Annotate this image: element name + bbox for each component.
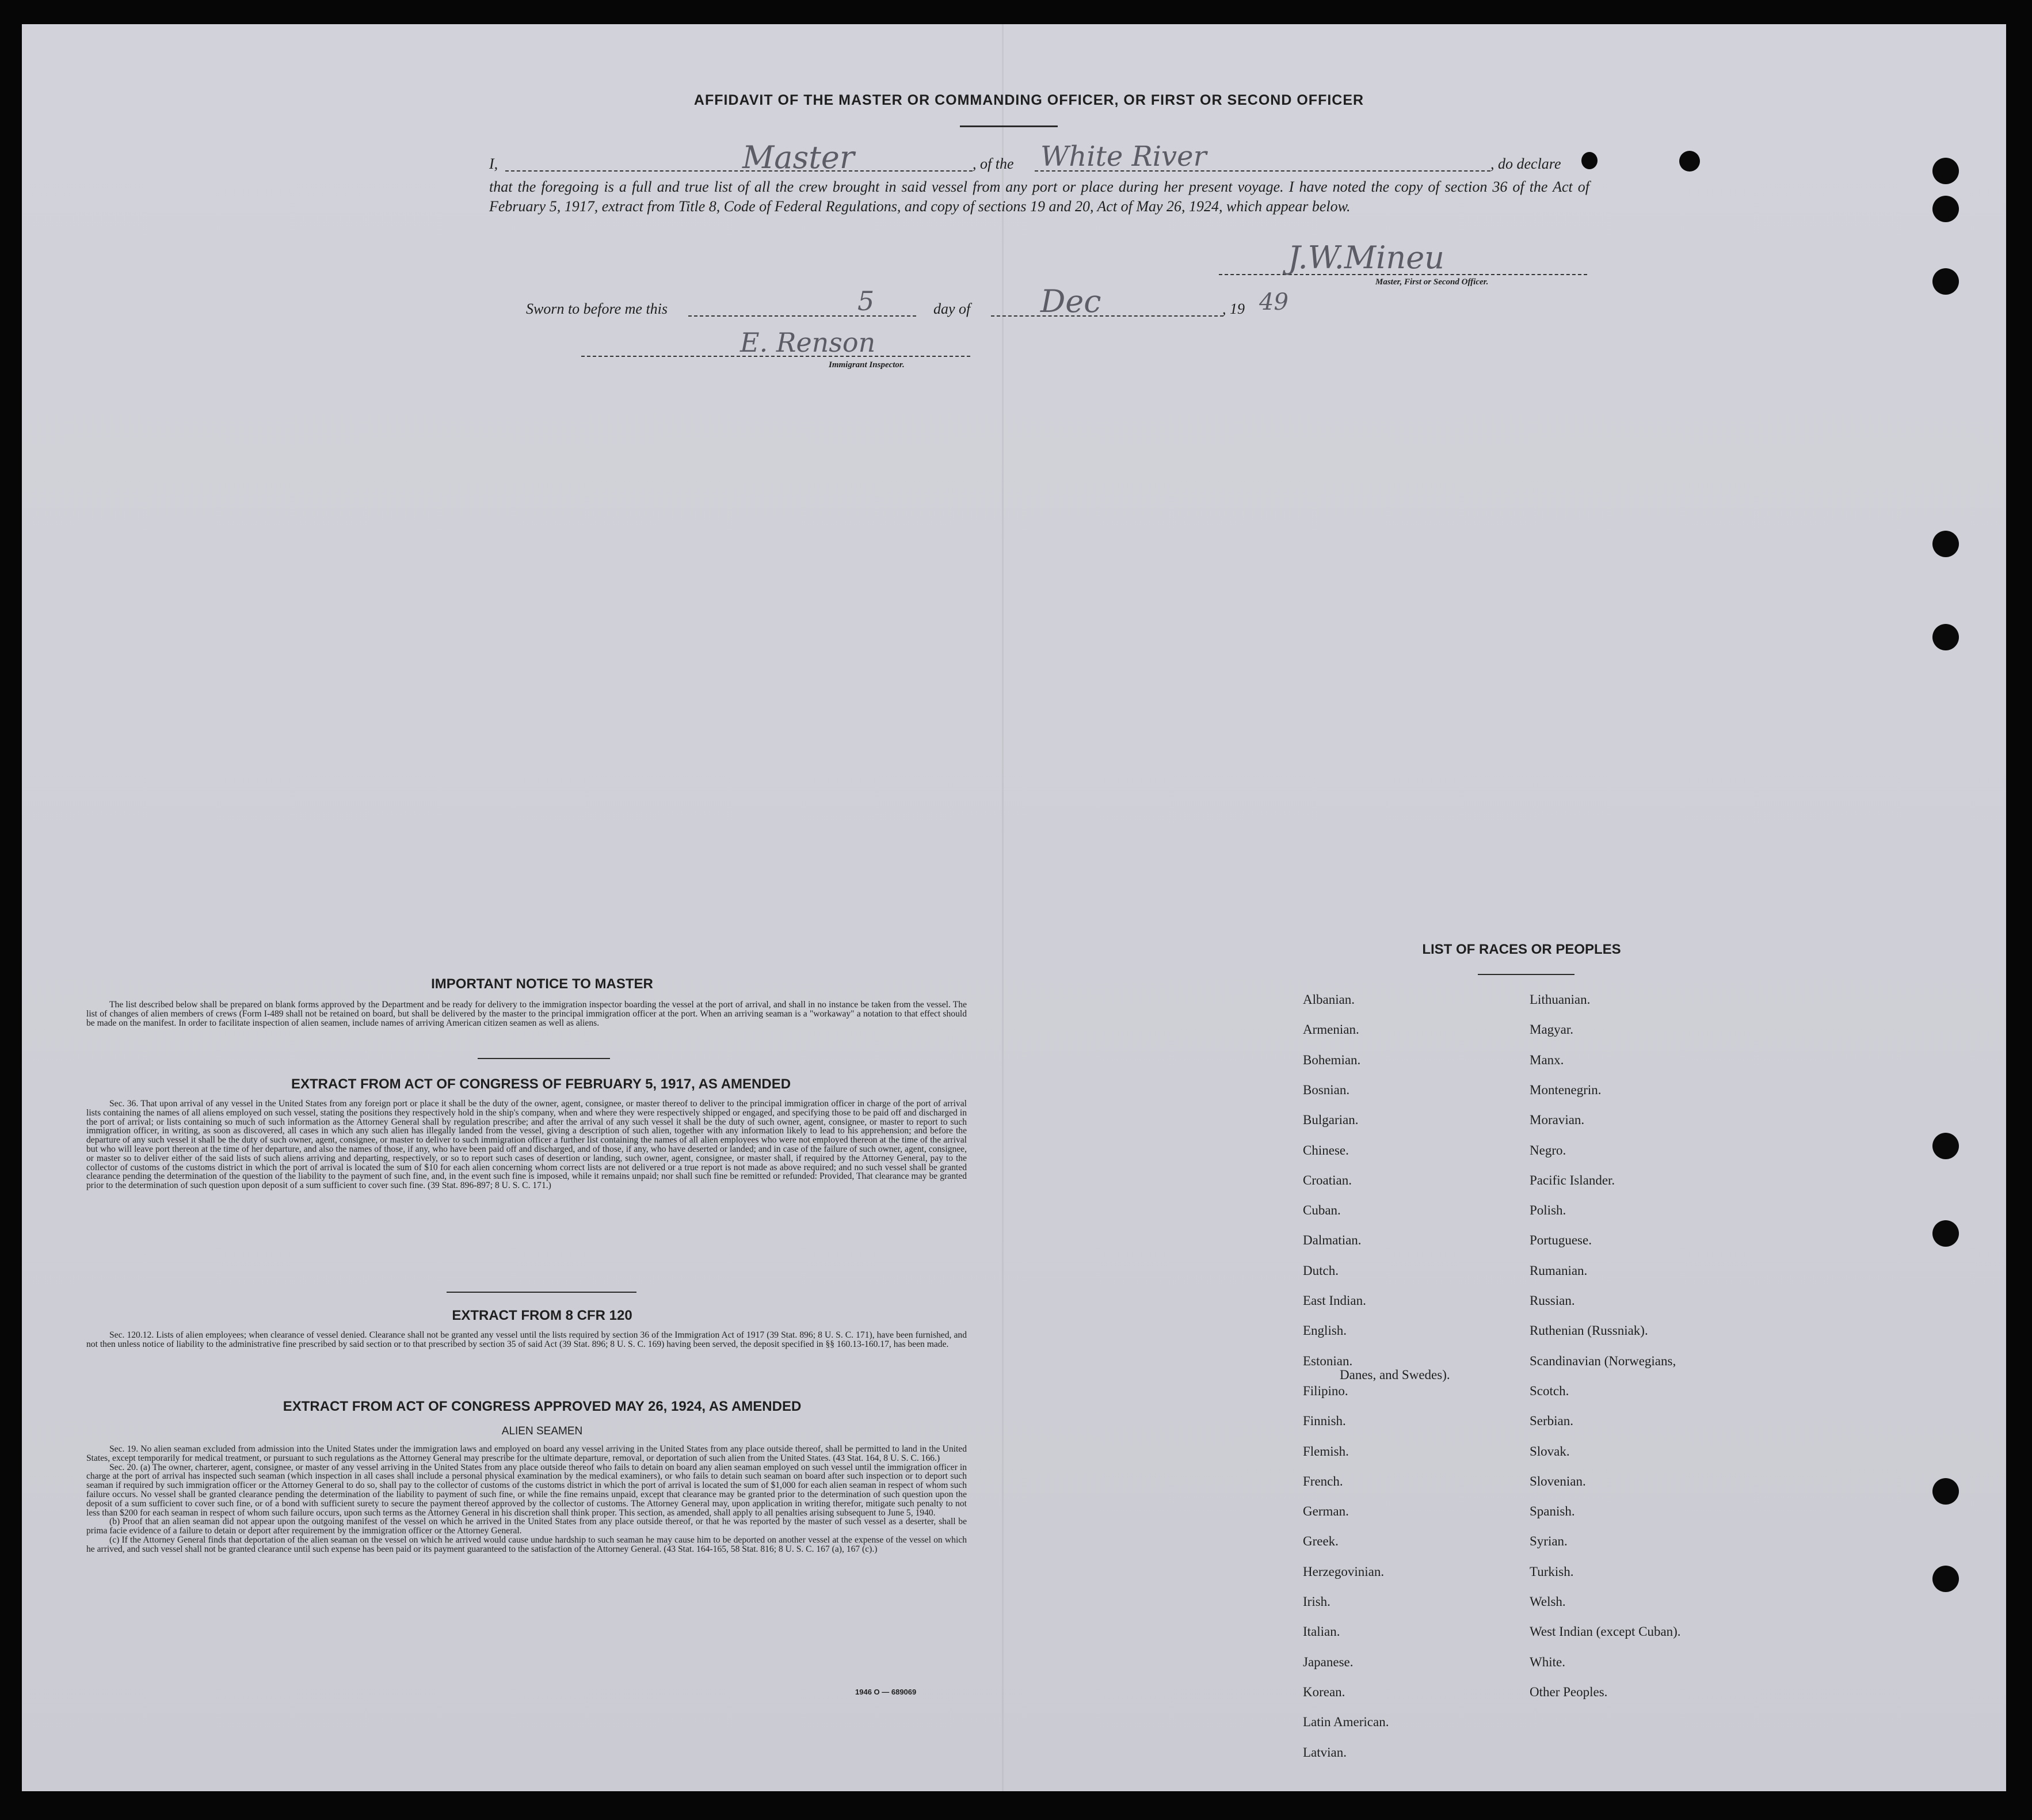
extractcfr-body xyxy=(86,1331,967,1349)
race-item: Scandinavian (Norwegians, xyxy=(1530,1353,1676,1368)
ink-blot xyxy=(1679,151,1700,172)
binder-hole xyxy=(1932,196,1959,222)
race-item: Polish. xyxy=(1530,1203,1566,1218)
ink-blot xyxy=(1581,152,1598,169)
races-title: LIST OF RACES OR PEOPLES xyxy=(1422,942,1621,957)
notice-title: IMPORTANT NOTICE TO MASTER xyxy=(431,976,653,992)
section-120-12-paragraph: Sec. 120.12. Lists of alien employees; when clearance of vessel denied. Clearance shall not be granted any vessel until the lists required by section 36 of the Immigration Act of 1917 (39 Stat. 896; 8 U. S. C. 171), have been furnished, and not then unless notice of liability to the administrative fine prescribed by said section or to that prescribed by section 35 of said Act (39 Stat. 896; 8 U. S. C. 169) having been served, the deposit specified in §§ 160.13-160.17, has been made. xyxy=(86,1330,967,1349)
race-item: English. xyxy=(1303,1323,1347,1338)
race-item: Estonian. xyxy=(1303,1353,1353,1368)
race-item: Dutch. xyxy=(1303,1263,1339,1278)
affidavit-title: AFFIDAVIT OF THE MASTER OR COMMANDING OFFICER, OR FIRST OR SECOND OFFICER xyxy=(693,92,1364,108)
officer-label: Master, First or Second Officer. xyxy=(1375,277,1489,287)
section-20c-paragraph: (c) If the Attorney General finds that deportation of the alien seaman on the vessel on which he arrived would cause undue hardship to such seaman he may cause him to be deported on another vessel at the expense of the vessel on which he arrived, and such vessel shall not be granted clearance until such expense has been paid or its payment guaranteed to the satisfaction of the Attorney General. (43 Stat. 164-165, 58 Stat. 816; 8 U. S. C. 167 (a), 167 (c).) xyxy=(86,1535,967,1554)
intro-i: I, xyxy=(489,155,498,172)
race-item: Herzegovinian. xyxy=(1303,1564,1385,1579)
inspector-label: Immigrant Inspector. xyxy=(829,360,905,370)
handwritten-month: Dec xyxy=(1040,283,1101,319)
do-declare-label: , do declare xyxy=(1490,155,1561,172)
race-item: German. xyxy=(1303,1504,1349,1519)
race-item: Moravian. xyxy=(1530,1113,1585,1128)
binder-hole xyxy=(1932,1133,1959,1159)
handwritten-year: 49 xyxy=(1259,289,1288,315)
officer-signature: J.W.Mineu xyxy=(1288,239,1444,276)
race-item: Pacific Islander. xyxy=(1530,1172,1615,1187)
race-item: Cuban. xyxy=(1303,1203,1341,1218)
section-19-paragraph: Sec. 19. No alien seaman excluded from admission into the United States under the immigration laws and employed on board any vessel arriving in the United States from any place outside thereof, shall be permitted to land in the United States, except temporarily for medical treatment, or pursuant to such regulations as the Attorney General may prescribe for the ultimate departure, removal, or deportation of such alien from the United States. (43 Stat. 164, 8 U. S. C. 166.) xyxy=(86,1444,967,1463)
race-item: Latin American. xyxy=(1303,1715,1389,1730)
extract1924-title: EXTRACT FROM ACT OF CONGRESS APPROVED MAY 26, 1924, AS AMENDED xyxy=(283,1399,802,1414)
race-item: Lithuanian. xyxy=(1530,992,1591,1007)
handwritten-day: 5 xyxy=(857,285,875,317)
binder-hole xyxy=(1932,624,1959,650)
race-item: Scotch. xyxy=(1530,1383,1569,1398)
binder-hole xyxy=(1932,1220,1959,1247)
race-item: Slovenian. xyxy=(1530,1473,1586,1488)
sworn-label: Sworn to before me this xyxy=(526,300,668,317)
race-item: French. xyxy=(1303,1473,1343,1488)
handwritten-rank: Master xyxy=(742,139,855,176)
race-item: Other Peoples. xyxy=(1530,1684,1608,1699)
inspector-signature: E. Renson xyxy=(740,327,876,358)
race-item: Chinese. xyxy=(1303,1143,1349,1158)
extract1917-body xyxy=(86,1099,967,1190)
binder-hole xyxy=(1932,158,1959,184)
section-rule xyxy=(447,1292,636,1293)
race-item: Portuguese. xyxy=(1530,1233,1592,1248)
rank-line xyxy=(505,170,973,172)
race-item: Croatian. xyxy=(1303,1172,1352,1187)
race-item: Rumanian. xyxy=(1530,1263,1588,1278)
section-20b-paragraph: (b) Proof that an alien seaman did not appear upon the outgoing manifest of the vessel on which he arrived in the United States from any place outside thereof, or that he was reported by the master of such vessel as a deserter, shall be prima facie evidence of a failure to detain or deport after requirement by the immigration officer or the Attorney General. xyxy=(86,1517,967,1536)
notice-body xyxy=(86,1000,967,1027)
race-item: Bohemian. xyxy=(1303,1052,1361,1067)
notice-paragraph: The list described below shall be prepared on blank forms approved by the Department and be ready for delivery to the immigration inspector boarding the vessel at the port of arrival, and shall in no instance be taken from the vessel. The list of changes of alien members of crews (Form I-489 shall not be retained on board, but shall be delivered by the master to the principal immigration officer at the port. When an arriving seaman is a "workaway" a notation to that effect should be made on the manifest. In order to facilitate inspection of alien seamen, include names of arriving American citizen seamen as well as aliens. xyxy=(86,1000,967,1028)
day-line xyxy=(688,315,916,317)
race-item: Slovak. xyxy=(1530,1444,1570,1459)
race-item: East Indian. xyxy=(1303,1293,1366,1308)
race-item: Finnish. xyxy=(1303,1414,1346,1429)
race-item: Armenian. xyxy=(1303,1022,1359,1037)
binder-hole xyxy=(1932,1566,1959,1592)
title-rule xyxy=(960,125,1058,127)
print-code: 1946 O — 689069 xyxy=(855,1688,917,1696)
extract1924-body xyxy=(86,1445,967,1554)
race-item: Korean. xyxy=(1303,1684,1345,1699)
race-item: Dalmatian. xyxy=(1303,1233,1362,1248)
race-item: Manx. xyxy=(1530,1052,1564,1067)
race-item: Bosnian. xyxy=(1303,1082,1350,1097)
of-the-label: , of the xyxy=(973,155,1014,172)
race-item: Japanese. xyxy=(1303,1654,1354,1669)
race-item: White. xyxy=(1530,1654,1565,1669)
section-20a-paragraph: Sec. 20. (a) The owner, charterer, agent, consignee, or master of any vessel arriving in the United States from any place outside thereof who fails to detain on board any alien seaman employed on such vessel until the immigration officer in charge at the port of arrival has inspected such seaman (which inspection in all cases shall include a personal physical examination by the medical examiners), or who fails to detain such seaman on board after such inspection or to deport such seaman if required by such immigration officer or the Attorney General to do so, shall pay to the collector of customs of the customs district in which the port of arrival is located the sum of $1,000 for each alien seaman in respect of whom such failure occurs. No vessel shall be granted clearance pending the determination of the liability to payment of such fine, or while the fine remains unpaid, except that clearance may be granted prior to the determination of such question upon the deposit of a sum sufficient to cover such fine, or of a bond with sufficient surety to secure the payment thereof approved by the collector of customs. The Attorney General may, upon application in writing therefor, mitigate such penalty to not less than $200 for each seaman in respect of whom such failure occurs, upon such terms as the Attorney General in his discretion shall think proper. This section, as amended, shall apply to all penalties arising subsequent to June 5, 1940. xyxy=(86,1462,967,1518)
binder-hole xyxy=(1932,531,1959,557)
race-item: Greek. xyxy=(1303,1534,1339,1549)
races-rule xyxy=(1478,974,1574,975)
race-item: Spanish. xyxy=(1530,1504,1575,1519)
race-item: Russian. xyxy=(1530,1293,1575,1308)
binder-hole xyxy=(1932,1478,1959,1505)
race-item: Flemish. xyxy=(1303,1444,1349,1459)
month-line xyxy=(991,315,1223,317)
extract1917-title: EXTRACT FROM ACT OF CONGRESS OF FEBRUARY 5, 1917, AS AMENDED xyxy=(291,1076,791,1092)
day-of-label: day of xyxy=(933,300,971,317)
race-item: Italian. xyxy=(1303,1624,1340,1639)
race-item: Negro. xyxy=(1530,1143,1566,1158)
affidavit-paragraph: that the foregoing is a full and true list of all the crew brought in said vessel from any port or place during her present voyage. I have noted the copy of section 36 of the Act of February 5, 1917, extract from Title 8, Code of Federal Regulations, and copy of sections 19 and 20, Act of May 26, 1924, which appear below. xyxy=(489,178,1589,215)
race-item: Albanian. xyxy=(1303,992,1355,1007)
race-item: Magyar. xyxy=(1530,1022,1574,1037)
year-prefix: , 19 xyxy=(1222,300,1245,317)
race-item: Bulgarian. xyxy=(1303,1113,1359,1128)
section-36-paragraph: Sec. 36. That upon arrival of any vessel in the United States from any foreign port or place it shall be the duty of the owner, agent, consignee, or master thereof to deliver to the principal immigration officer in charge of the port of arrival lists containing the names of all aliens employed on such vessel, stating the positions they respectively hold in the ship's company, when and where they were respectively shipped or engaged, and specifying those to be paid off and discharged in the port of arrival; or lists containing so much of such information as the Attorney General shall by regulation prescribe; and after the arrival of any such vessel it shall be the duty of such owner, agent, consignee, or master to report to such immigration officer, in writing, as soon as discovered, all cases in which any such alien has illegally landed from the vessel, giving a description of such alien, together with any information likely to lead to his apprehension; and before the departure of any such vessel it shall be the duty of such owner, agent, consignee, or master to deliver to such immigration officer a further list containing the names of all alien employees who were not employed thereon at the time of the arrival but who will leave port thereon at the time of her departure, and also the names of those, if any, who have been paid off and discharged, and of those, if any, who have deserted or landed; and in case of the failure of such owner, agent, consignee, or master so to deliver either of the said lists of such aliens arriving and departing, respectively, or so to report such cases of desertion or landing, such owner, agent, consignee, or master shall, if required by the Attorney General, pay to the collector of customs of the customs district in which the port of arrival is located the sum of $10 for each alien concerning whom correct lists are not delivered or a true report is not made as above required; and no such vessel shall be granted clearance pending the determination of the question of the liability to the payment of such fine, and, in the event such fine is imposed, while it remains unpaid; nor shall such fine be remitted or refunded: Provided, That clearance may be granted prior to the determination of such question upon deposit of a sum sufficient to cover such fine. (39 Stat. 896-897; 8 U. S. C. 171.) xyxy=(86,1099,967,1191)
race-item: Filipino. xyxy=(1303,1383,1348,1398)
race-item: West Indian (except Cuban). xyxy=(1530,1624,1681,1639)
race-item: Irish. xyxy=(1303,1594,1330,1609)
document-page xyxy=(22,24,2006,1791)
page-fold xyxy=(1002,24,1004,1791)
race-item: Ruthenian (Russniak). xyxy=(1530,1323,1648,1338)
race-item: Montenegrin. xyxy=(1530,1082,1602,1097)
race-item: Syrian. xyxy=(1530,1534,1568,1549)
race-item: Danes, and Swedes). xyxy=(1340,1367,1450,1382)
race-item: Latvian. xyxy=(1303,1745,1347,1760)
extractcfr-title: EXTRACT FROM 8 CFR 120 xyxy=(452,1308,632,1323)
binder-hole xyxy=(1932,268,1959,295)
extract1924-subtitle: ALIEN SEAMEN xyxy=(501,1425,583,1437)
section-rule xyxy=(478,1058,610,1059)
race-item: Turkish. xyxy=(1530,1564,1574,1579)
handwritten-vessel: White River xyxy=(1040,140,1207,173)
race-item: Welsh. xyxy=(1530,1594,1566,1609)
race-item: Serbian. xyxy=(1530,1414,1574,1429)
